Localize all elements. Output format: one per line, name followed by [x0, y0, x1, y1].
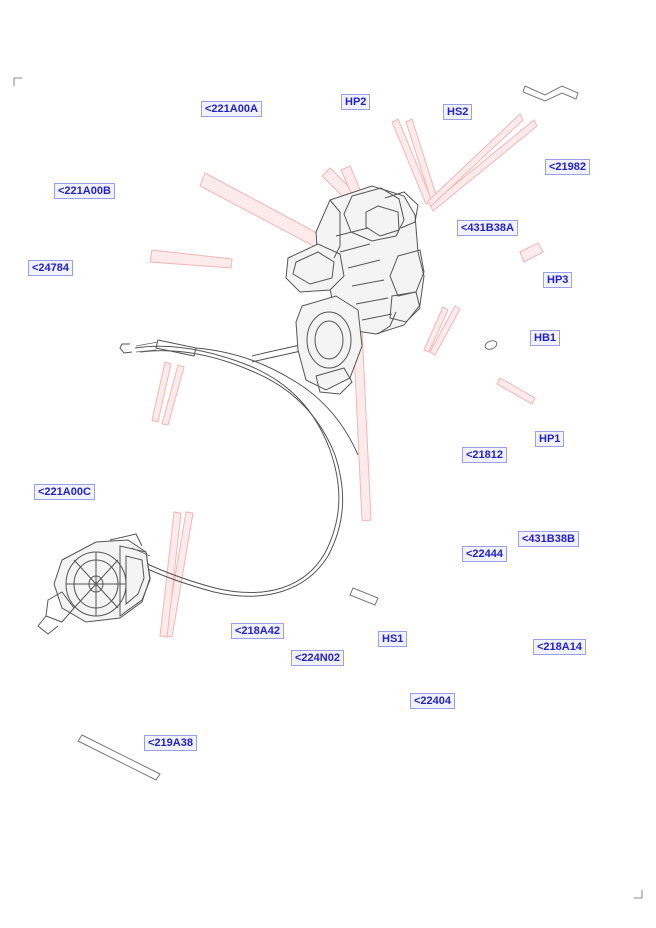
- part-label-text: <21982: [549, 161, 587, 173]
- part-label-text: HP2: [345, 96, 367, 108]
- part-label-431B38B[interactable]: [518, 531, 579, 547]
- part-label-HS1[interactable]: [378, 631, 407, 647]
- central-actuator: [286, 186, 424, 394]
- part-label-224N02[interactable]: [291, 650, 344, 666]
- part-label-text: <221A00B: [58, 185, 111, 197]
- part-label-text: <22444: [466, 548, 504, 560]
- part-label-text: <219A38: [148, 737, 193, 749]
- part-label-text: <21812: [466, 449, 504, 461]
- part-label-218A42[interactable]: [231, 623, 284, 639]
- part-label-HP2[interactable]: [341, 94, 370, 110]
- part-label-218A14[interactable]: [533, 639, 586, 655]
- part-label-text: <221A00A: [205, 103, 258, 115]
- part-label-text: <24784: [32, 262, 70, 274]
- part-label-221A00A[interactable]: [201, 101, 262, 117]
- part-label-text: <218A42: [235, 625, 280, 637]
- part-label-text: HB1: [534, 332, 557, 344]
- part-label-HP3[interactable]: [543, 272, 572, 288]
- part-label-22444[interactable]: [462, 546, 507, 562]
- part-label-text: <218A14: [537, 641, 582, 653]
- part-label-21982[interactable]: [545, 159, 590, 175]
- part-label-text: <431B38B: [522, 533, 575, 545]
- part-label-HS2[interactable]: [443, 104, 472, 120]
- part-label-text: <221A00C: [38, 486, 91, 498]
- part-label-431B38A[interactable]: [457, 220, 518, 236]
- part-label-22404[interactable]: [410, 693, 455, 709]
- part-label-21812[interactable]: [462, 447, 507, 463]
- part-label-text: HP1: [539, 433, 561, 445]
- part-label-text: HP3: [547, 274, 569, 286]
- part-label-221A00B[interactable]: [54, 183, 115, 199]
- part-label-text: HS1: [382, 633, 404, 645]
- part-label-text: <431B38A: [461, 222, 514, 234]
- part-label-24784[interactable]: [28, 260, 73, 276]
- small-parts: [78, 86, 578, 780]
- part-label-HP1[interactable]: [535, 431, 564, 447]
- part-label-text: <224N02: [295, 652, 340, 664]
- part-label-HB1[interactable]: [530, 330, 560, 346]
- lower-left-motor: [38, 534, 150, 634]
- part-label-219A38[interactable]: [144, 735, 197, 751]
- part-label-text: <22404: [414, 695, 452, 707]
- part-label-text: HS2: [447, 106, 469, 118]
- part-label-221A00C[interactable]: [34, 484, 95, 500]
